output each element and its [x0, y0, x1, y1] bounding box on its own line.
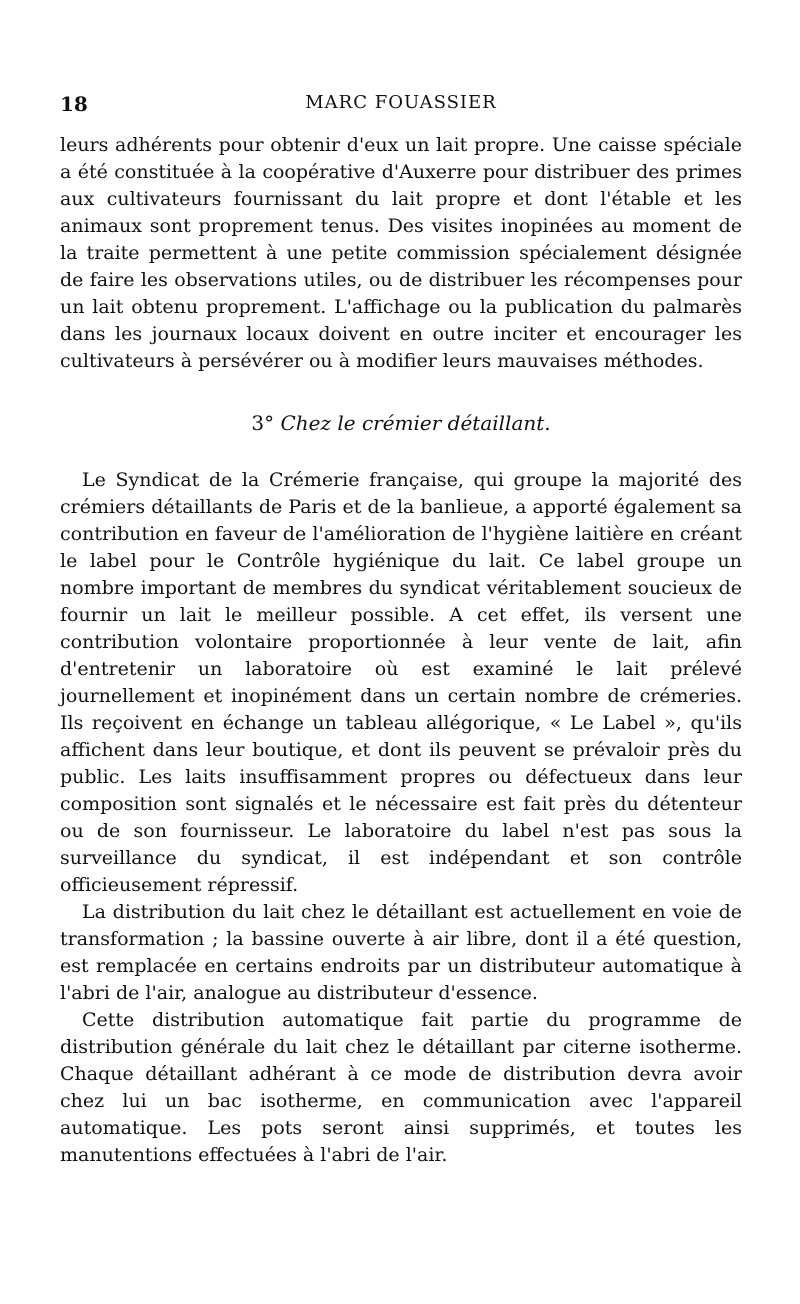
section-title: Chez le crémier détaillant. [280, 411, 551, 435]
paragraph-distribution: La distribution du lait chez le détaillant est actuellement en voie de transformation ; la bassine ouverte à air libre, dont il a été question, est remplacée en certains endroits par un distributeur automatique à l'abri de l'air, analogue au distributeur d'essence. [60, 901, 742, 1004]
running-header [60, 92, 742, 132]
paragraph-continuation: leurs adhérents pour obtenir d'eux un lait propre. Une caisse spéciale a été constituée à la coopérative d'Auxerre pour distribuer des primes aux cultivateurs fournissant du lait propre et dont l'étable et les animaux sont proprement tenus. Des visites inopinées au moment de la traite permettent à une petite commission spécialement désignée de faire les observations utiles, ou de distribuer les récompenses pour un lait obtenu proprement. L'affichage ou la publication du palmarès dans les journaux locaux doivent en outre inciter et encourager les cultivateurs à persévérer ou à modifier leurs mauvaises méthodes. [60, 134, 742, 372]
paragraph-syndicat: Le Syndicat de la Crémerie française, qui groupe la majorité des crémiers détaillants de Paris et de la banlieue, a apporté également sa contribution en faveur de l'amélioration de l'hygiène laitière en créant le label pour le Contrôle hygiénique du lait. Ce label groupe un nombre important de membres du syndicat véritablement soucieux de fournir un lait le meilleur possible. A cet effet, ils versent une contribution volontaire proportionnée à leur vente de lait, afin d'entretenir un laboratoire où est examiné le lait prélevé journellement et inopinément dans un certain nombre de crémeries. Ils reçoivent en échange un tableau allégorique, « Le Label », qu'ils affichent dans leur boutique, et dont ils peuvent se prévaloir près du public. Les laits insuffisamment propres ou défectueux dans leur composition sont signalés et le nécessaire est fait près du détenteur ou de son fournisseur. Le laboratoire du label n'est pas sous la surveillance du syndicat, il est indépendant et son contrôle officieusement répressif. [60, 469, 742, 896]
paragraph-automatic: Cette distribution automatique fait partie du programme de distribution générale du lait chez le détaillant par citerne isotherme. Chaque détaillant adhérant à ce mode de distribution devra avoir chez lui un bac isotherme, en communication avec l'appareil automatique. Les pots seront ainsi supprimés, et toutes les manutentions effectuées à l'abri de l'air. [60, 1009, 742, 1166]
running-title: MARC FOUASSIER [305, 92, 497, 113]
page-number: 18 [60, 92, 88, 116]
section-heading [60, 409, 742, 437]
section-number: 3° [251, 411, 275, 435]
